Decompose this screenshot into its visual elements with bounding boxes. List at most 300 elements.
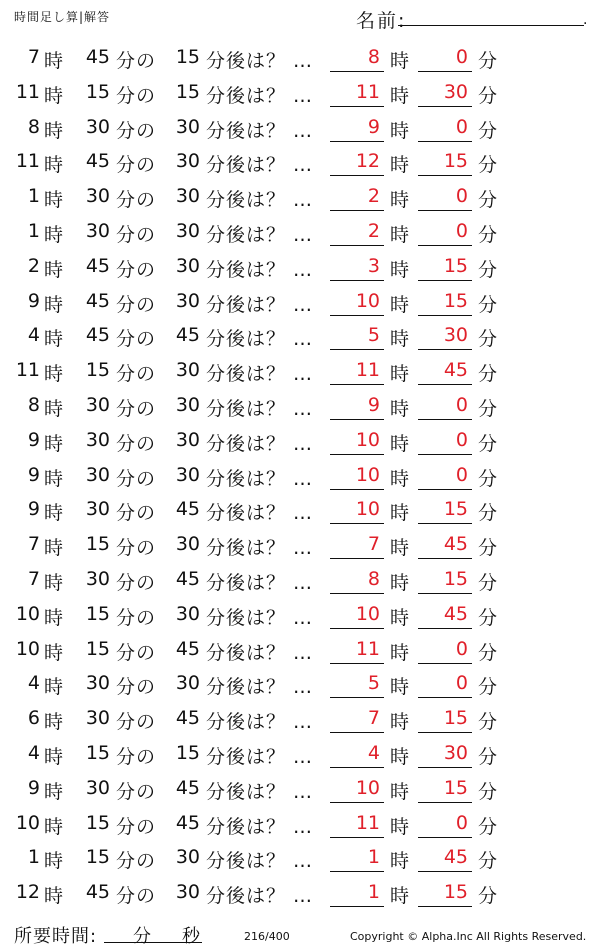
added-minutes: 30: [175, 185, 200, 208]
hour-label: 時: [44, 885, 64, 908]
answer-minute-label: 分: [478, 571, 498, 594]
start-minute: 30: [85, 185, 110, 208]
answer-hour-line[interactable]: [330, 558, 384, 559]
answer-hour-line[interactable]: [330, 349, 384, 350]
answer-hour-line[interactable]: [330, 210, 384, 211]
start-hour: 4: [27, 741, 40, 764]
minute-of-label: 分の: [116, 815, 157, 838]
answer-minute: 0: [455, 811, 468, 834]
problem-row: [0, 597, 600, 632]
name-label: 名前:: [356, 10, 407, 32]
answer-hour: 2: [367, 219, 380, 242]
problem-row: [0, 806, 600, 841]
answer-hour: 10: [355, 776, 380, 799]
question-label: 分後は？ …: [206, 119, 314, 142]
answer-hour-line[interactable]: [330, 489, 384, 490]
added-minutes: 30: [175, 846, 200, 869]
answer-minute-line[interactable]: [418, 419, 472, 420]
answer-hour-line[interactable]: [330, 837, 384, 838]
start-minute: 30: [85, 219, 110, 242]
minute-of-label: 分の: [116, 745, 157, 768]
start-hour: 9: [27, 463, 40, 486]
answer-minute-line[interactable]: [418, 245, 472, 246]
time-minute-label: 分: [133, 926, 151, 947]
problem-row: [0, 423, 600, 458]
hour-label: 時: [44, 711, 64, 734]
start-hour: 11: [15, 80, 40, 103]
answer-hour-label: 時: [390, 641, 410, 664]
answer-hour: 11: [355, 80, 380, 103]
minute-of-label: 分の: [116, 189, 157, 212]
answer-minute: 15: [443, 150, 468, 173]
added-minutes: 45: [175, 707, 200, 730]
problem-row: [0, 388, 600, 423]
minute-of-label: 分の: [116, 502, 157, 525]
answer-minute: 15: [443, 776, 468, 799]
answer-hour-line[interactable]: [330, 280, 384, 281]
answer-hour: 11: [355, 811, 380, 834]
start-hour: 1: [27, 846, 40, 869]
minute-of-label: 分の: [116, 154, 157, 177]
answer-hour-line[interactable]: [330, 732, 384, 733]
start-hour: 1: [27, 185, 40, 208]
added-minutes: 30: [175, 150, 200, 173]
answer-hour-label: 時: [390, 154, 410, 177]
answer-minute: 0: [455, 46, 468, 68]
added-minutes: 30: [175, 289, 200, 312]
answer-minute-line[interactable]: [418, 558, 472, 559]
worksheet-title: 時間足し算|解答: [14, 10, 111, 24]
start-minute: 15: [85, 602, 110, 625]
problem-row: [0, 318, 600, 353]
added-minutes: 45: [175, 567, 200, 590]
problem-row: [0, 736, 600, 771]
answer-minute: 0: [455, 185, 468, 208]
answer-minute-line[interactable]: [418, 697, 472, 698]
answer-hour-label: 時: [390, 258, 410, 281]
start-minute: 15: [85, 533, 110, 556]
answer-hour: 7: [367, 533, 380, 556]
added-minutes: 30: [175, 533, 200, 556]
hour-label: 時: [44, 850, 64, 873]
hour-label: 時: [44, 119, 64, 142]
answer-minute-label: 分: [478, 537, 498, 560]
answer-hour-line[interactable]: [330, 663, 384, 664]
answer-hour-line[interactable]: [330, 454, 384, 455]
name-line[interactable]: [398, 25, 584, 26]
answer-minute-line[interactable]: [418, 384, 472, 385]
hour-label: 時: [44, 571, 64, 594]
added-minutes: 15: [175, 46, 200, 68]
question-label: 分後は？ …: [206, 745, 314, 768]
minute-of-label: 分の: [116, 328, 157, 351]
added-minutes: 30: [175, 254, 200, 277]
answer-minute: 15: [443, 289, 468, 312]
problem-row: [0, 458, 600, 493]
start-minute: 30: [85, 428, 110, 451]
hour-label: 時: [44, 502, 64, 525]
question-label: 分後は？ …: [206, 850, 314, 873]
start-minute: 15: [85, 741, 110, 764]
problem-row: [0, 666, 600, 701]
question-label: 分後は？ …: [206, 606, 314, 629]
answer-minute-line[interactable]: [418, 71, 472, 72]
answer-hour-label: 時: [390, 502, 410, 525]
answer-minute: 0: [455, 219, 468, 242]
problem-row: [0, 214, 600, 249]
problem-row: [0, 353, 600, 388]
hour-label: 時: [44, 606, 64, 629]
question-label: 分後は？ …: [206, 293, 314, 316]
minute-of-label: 分の: [116, 641, 157, 664]
start-minute: 45: [85, 881, 110, 904]
start-hour: 1: [27, 219, 40, 242]
page-number: 216/400: [244, 930, 290, 943]
answer-minute: 0: [455, 672, 468, 695]
answer-minute: 30: [443, 741, 468, 764]
start-minute: 15: [85, 811, 110, 834]
question-label: 分後は？ …: [206, 711, 314, 734]
name-end-dot: .: [583, 12, 588, 28]
answer-hour-label: 時: [390, 119, 410, 142]
hour-label: 時: [44, 537, 64, 560]
answer-hour-line[interactable]: [330, 245, 384, 246]
minute-of-label: 分の: [116, 676, 157, 699]
minute-of-label: 分の: [116, 432, 157, 455]
added-minutes: 15: [175, 741, 200, 764]
answer-hour-line[interactable]: [330, 315, 384, 316]
hour-label: 時: [44, 780, 64, 803]
question-label: 分後は？ …: [206, 258, 314, 281]
added-minutes: 30: [175, 359, 200, 382]
answer-minute-label: 分: [478, 189, 498, 212]
hour-label: 時: [44, 258, 64, 281]
problem-row: [0, 75, 600, 110]
hour-label: 時: [44, 432, 64, 455]
answer-minute: 0: [455, 115, 468, 138]
copyright: Copyright © Alpha.Inc All Rights Reserved.: [350, 930, 587, 943]
start-hour: 9: [27, 498, 40, 521]
start-hour: 12: [15, 881, 40, 904]
minute-of-label: 分の: [116, 119, 157, 142]
answer-hour: 5: [367, 324, 380, 347]
answer-minute-line[interactable]: [418, 175, 472, 176]
added-minutes: 30: [175, 393, 200, 416]
start-hour: 10: [15, 602, 40, 625]
hour-label: 時: [44, 154, 64, 177]
problem-row: [0, 492, 600, 527]
minute-of-label: 分の: [116, 850, 157, 873]
answer-minute-label: 分: [478, 258, 498, 281]
answer-minute: 45: [443, 846, 468, 869]
answer-hour: 10: [355, 289, 380, 312]
minute-of-label: 分の: [116, 467, 157, 490]
hour-label: 時: [44, 676, 64, 699]
answer-minute: 0: [455, 637, 468, 660]
answer-hour: 5: [367, 672, 380, 695]
minute-of-label: 分の: [116, 84, 157, 107]
minute-of-label: 分の: [116, 780, 157, 803]
answer-minute: 15: [443, 254, 468, 277]
answer-minute: 0: [455, 463, 468, 486]
question-label: 分後は？ …: [206, 50, 314, 72]
answer-hour: 10: [355, 428, 380, 451]
answer-minute-label: 分: [478, 815, 498, 838]
start-hour: 10: [15, 811, 40, 834]
question-label: 分後は？ …: [206, 502, 314, 525]
answer-hour-line[interactable]: [330, 697, 384, 698]
added-minutes: 45: [175, 324, 200, 347]
start-hour: 4: [27, 672, 40, 695]
answer-hour: 9: [367, 393, 380, 416]
question-label: 分後は？ …: [206, 571, 314, 594]
minute-of-label: 分の: [116, 223, 157, 246]
problem-row: [0, 144, 600, 179]
minute-of-label: 分の: [116, 397, 157, 420]
answer-hour: 9: [367, 115, 380, 138]
start-hour: 8: [27, 393, 40, 416]
answer-hour-line[interactable]: [330, 175, 384, 176]
answer-hour-line[interactable]: [330, 906, 384, 907]
added-minutes: 45: [175, 776, 200, 799]
question-label: 分後は？ …: [206, 223, 314, 246]
answer-hour-label: 時: [390, 571, 410, 594]
added-minutes: 30: [175, 428, 200, 451]
answer-minute: 45: [443, 359, 468, 382]
start-hour: 7: [27, 46, 40, 68]
problem-row: [0, 632, 600, 667]
start-minute: 30: [85, 498, 110, 521]
answer-minute-line[interactable]: [418, 767, 472, 768]
question-label: 分後は？ …: [206, 815, 314, 838]
answer-hour-line[interactable]: [330, 106, 384, 107]
answer-minute: 0: [455, 428, 468, 451]
start-hour: 9: [27, 289, 40, 312]
answer-hour: 11: [355, 637, 380, 660]
question-label: 分後は？ …: [206, 189, 314, 212]
answer-minute-line[interactable]: [418, 106, 472, 107]
start-minute: 45: [85, 289, 110, 312]
answer-minute-label: 分: [478, 84, 498, 107]
answer-hour-line[interactable]: [330, 523, 384, 524]
problem-row: [0, 701, 600, 736]
minute-of-label: 分の: [116, 50, 157, 72]
answer-hour: 11: [355, 359, 380, 382]
problem-row: [0, 110, 600, 145]
answer-hour-label: 時: [390, 745, 410, 768]
question-label: 分後は？ …: [206, 467, 314, 490]
answer-minute: 15: [443, 707, 468, 730]
answer-minute-line[interactable]: [418, 663, 472, 664]
answer-hour-label: 時: [390, 850, 410, 873]
answer-hour-label: 時: [390, 606, 410, 629]
time-required-label: 所要時間:: [14, 926, 98, 947]
answer-minute-line[interactable]: [418, 593, 472, 594]
answer-minute-label: 分: [478, 502, 498, 525]
answer-minute-label: 分: [478, 606, 498, 629]
start-hour: 4: [27, 324, 40, 347]
problem-row: [0, 562, 600, 597]
answer-hour: 8: [367, 567, 380, 590]
added-minutes: 30: [175, 463, 200, 486]
problem-row: [0, 527, 600, 562]
answer-hour: 1: [367, 846, 380, 869]
answer-hour-label: 時: [390, 189, 410, 212]
answer-minute-label: 分: [478, 432, 498, 455]
answer-hour: 4: [367, 741, 380, 764]
problem-row: [0, 875, 600, 910]
minute-of-label: 分の: [116, 885, 157, 908]
answer-hour-label: 時: [390, 885, 410, 908]
hour-label: 時: [44, 745, 64, 768]
added-minutes: 15: [175, 80, 200, 103]
hour-label: 時: [44, 50, 64, 72]
question-label: 分後は？ …: [206, 780, 314, 803]
answer-hour-line[interactable]: [330, 384, 384, 385]
start-minute: 45: [85, 46, 110, 68]
hour-label: 時: [44, 189, 64, 212]
question-label: 分後は？ …: [206, 537, 314, 560]
answer-minute-label: 分: [478, 745, 498, 768]
answer-hour-line[interactable]: [330, 71, 384, 72]
start-hour: 9: [27, 776, 40, 799]
start-hour: 7: [27, 567, 40, 590]
added-minutes: 30: [175, 115, 200, 138]
start-minute: 15: [85, 359, 110, 382]
answer-minute-line[interactable]: [418, 210, 472, 211]
answer-hour-line[interactable]: [330, 767, 384, 768]
answer-minute-line[interactable]: [418, 802, 472, 803]
answer-minute: 30: [443, 324, 468, 347]
answer-minute: 15: [443, 567, 468, 590]
start-minute: 30: [85, 672, 110, 695]
answer-minute-line[interactable]: [418, 141, 472, 142]
answer-hour-label: 時: [390, 676, 410, 699]
question-label: 分後は？ …: [206, 84, 314, 107]
answer-hour-line[interactable]: [330, 871, 384, 872]
start-hour: 7: [27, 533, 40, 556]
added-minutes: 30: [175, 602, 200, 625]
answer-minute-label: 分: [478, 885, 498, 908]
start-hour: 11: [15, 359, 40, 382]
start-hour: 8: [27, 115, 40, 138]
answer-hour: 10: [355, 602, 380, 625]
minute-of-label: 分の: [116, 571, 157, 594]
question-label: 分後は？ …: [206, 432, 314, 455]
start-minute: 45: [85, 150, 110, 173]
answer-hour-label: 時: [390, 467, 410, 490]
answer-hour-label: 時: [390, 84, 410, 107]
answer-hour-label: 時: [390, 223, 410, 246]
answer-minute: 0: [455, 393, 468, 416]
minute-of-label: 分の: [116, 293, 157, 316]
answer-hour: 10: [355, 498, 380, 521]
start-hour: 9: [27, 428, 40, 451]
hour-label: 時: [44, 223, 64, 246]
answer-minute-line[interactable]: [418, 349, 472, 350]
minute-of-label: 分の: [116, 258, 157, 281]
answer-hour-label: 時: [390, 397, 410, 420]
answer-minute-line[interactable]: [418, 871, 472, 872]
question-label: 分後は？ …: [206, 641, 314, 664]
answer-hour-line[interactable]: [330, 141, 384, 142]
answer-minute-label: 分: [478, 223, 498, 246]
answer-hour: 3: [367, 254, 380, 277]
answer-minute-line[interactable]: [418, 315, 472, 316]
answer-hour-label: 時: [390, 363, 410, 386]
hour-label: 時: [44, 815, 64, 838]
answer-minute-label: 分: [478, 676, 498, 699]
answer-hour: 8: [367, 46, 380, 68]
added-minutes: 30: [175, 881, 200, 904]
hour-label: 時: [44, 328, 64, 351]
answer-hour: 2: [367, 185, 380, 208]
start-minute: 15: [85, 846, 110, 869]
answer-minute-line[interactable]: [418, 732, 472, 733]
added-minutes: 30: [175, 219, 200, 242]
answer-minute: 15: [443, 498, 468, 521]
answer-minute-label: 分: [478, 780, 498, 803]
answer-hour-line[interactable]: [330, 802, 384, 803]
hour-label: 時: [44, 84, 64, 107]
start-minute: 45: [85, 254, 110, 277]
answer-minute-label: 分: [478, 293, 498, 316]
added-minutes: 45: [175, 637, 200, 660]
start-minute: 30: [85, 776, 110, 799]
answer-hour-line[interactable]: [330, 628, 384, 629]
problem-list: [0, 40, 600, 910]
answer-minute-line[interactable]: [418, 454, 472, 455]
start-minute: 30: [85, 393, 110, 416]
answer-minute-line[interactable]: [418, 523, 472, 524]
answer-hour: 7: [367, 707, 380, 730]
question-label: 分後は？ …: [206, 154, 314, 177]
answer-minute: 30: [443, 80, 468, 103]
answer-minute-line[interactable]: [418, 280, 472, 281]
problem-row: [0, 179, 600, 214]
answer-minute: 45: [443, 602, 468, 625]
answer-minute-line[interactable]: [418, 906, 472, 907]
start-hour: 11: [15, 150, 40, 173]
start-minute: 30: [85, 567, 110, 590]
answer-minute-label: 分: [478, 467, 498, 490]
hour-label: 時: [44, 397, 64, 420]
added-minutes: 45: [175, 498, 200, 521]
question-label: 分後は？ …: [206, 885, 314, 908]
answer-minute-label: 分: [478, 397, 498, 420]
answer-hour: 1: [367, 881, 380, 904]
start-minute: 15: [85, 637, 110, 660]
answer-minute-label: 分: [478, 850, 498, 873]
hour-label: 時: [44, 467, 64, 490]
start-minute: 45: [85, 324, 110, 347]
time-second-label: 秒: [182, 926, 200, 947]
answer-hour-line[interactable]: [330, 593, 384, 594]
answer-minute-line[interactable]: [418, 837, 472, 838]
added-minutes: 30: [175, 672, 200, 695]
answer-hour-label: 時: [390, 50, 410, 72]
hour-label: 時: [44, 641, 64, 664]
minute-of-label: 分の: [116, 363, 157, 386]
answer-minute: 15: [443, 881, 468, 904]
answer-minute-line[interactable]: [418, 489, 472, 490]
question-label: 分後は？ …: [206, 363, 314, 386]
start-minute: 30: [85, 115, 110, 138]
answer-hour-line[interactable]: [330, 419, 384, 420]
answer-hour: 12: [355, 150, 380, 173]
answer-minute-line[interactable]: [418, 628, 472, 629]
question-label: 分後は？ …: [206, 676, 314, 699]
